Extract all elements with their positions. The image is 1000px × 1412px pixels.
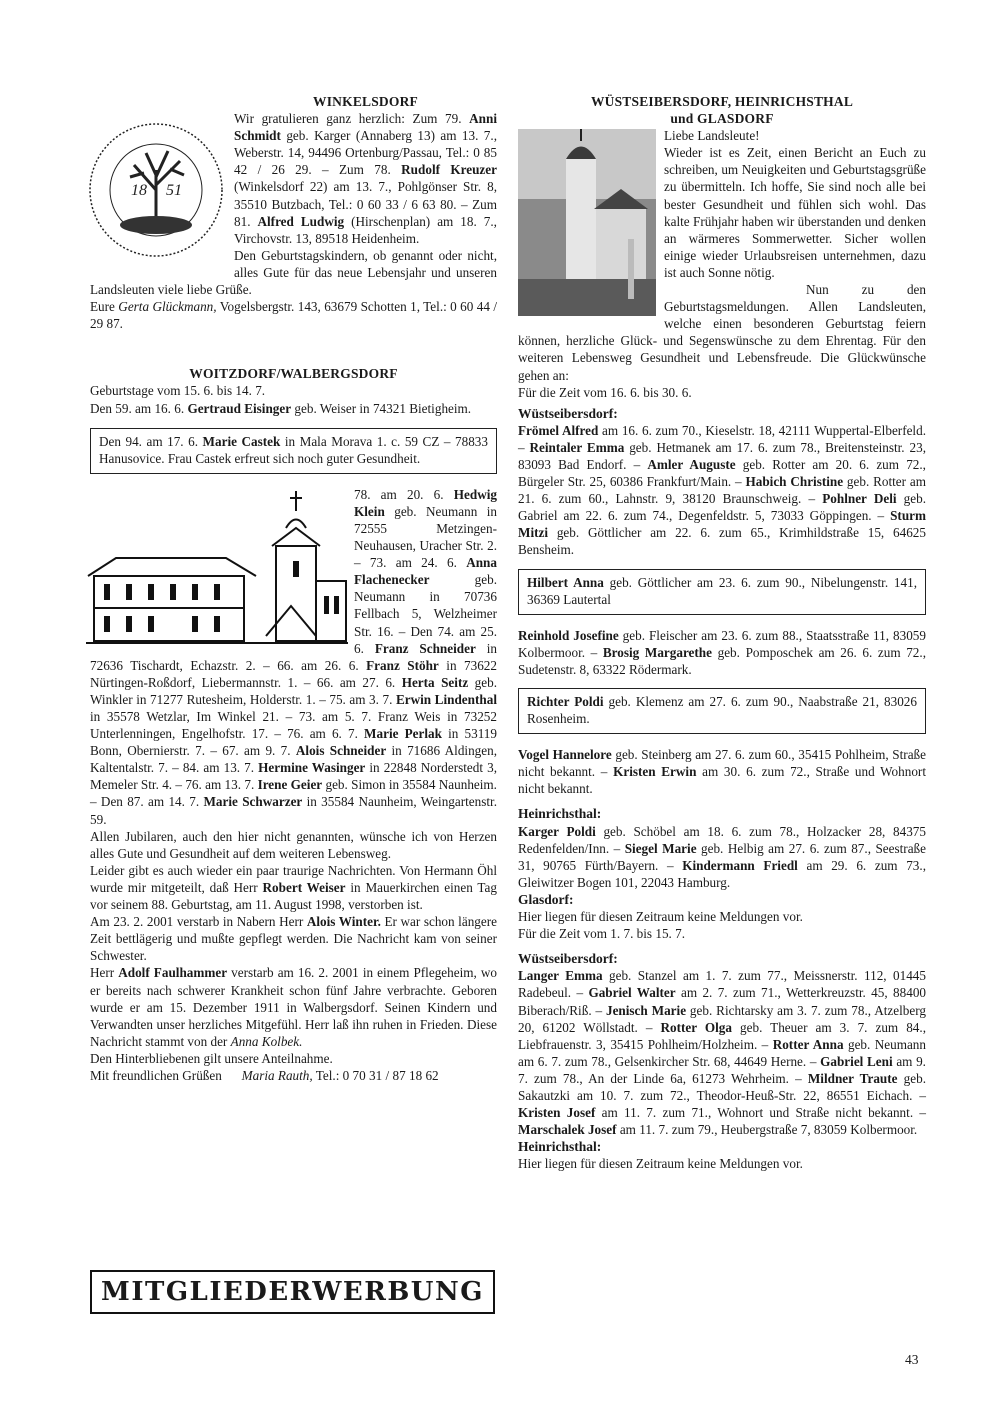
woitzdorf-condolence: Den Hinterbliebenen gilt unsere Anteilnahme. <box>90 1050 333 1066</box>
woitzdorf-entry-1: Den 59. am 16. 6. Gertraud Eisinger geb. Weiser in 74321 Bietigheim. <box>90 400 472 416</box>
subheading-wuestseibersdorf-2: Wüstseibersdorf: <box>518 951 618 967</box>
period-1: Für die Zeit vom 16. 6. bis 30. 6. <box>518 384 692 400</box>
highlight-box-hilbert: Hilbert Anna geb. Göttlicher am 23. 6. zum 90., Nibelungenstr. 141, 36369 Lautertal <box>518 569 926 615</box>
svg-text:18: 18 <box>131 182 147 199</box>
right-intro: Wieder ist es Zeit, einen Bericht an Euch zu schreiben, um Neuigkeiten und Geburtstagsgrüße zu übermitteln. Ich hoffe, Sie sind noch alle bei bester Gesundheit und fühlen sich wohl. Das kalte Frühjahr haben wir überstanden und denken an wärmeres Sommerwetter. Sicher wollen einige wieder Urlaubsreisen unternehmen, dazu ist auch Sonne nötig. <box>664 145 926 280</box>
woitzdorf-highlight-box: Den 94. am 17. 6. Marie Castek in Mala Morava 1. c. 59 CZ – 78833 Hanusovice. Frau Castek erfreut sich noch guter Gesundheit. <box>90 428 497 474</box>
heinrichsthal-list-1: Karger Poldi geb. Schöbel am 18. 6. zum 78., Holzacker 28, 84375 Redenfelden/Inn. – Siegel Marie geb. Helbig am 27. 6. zum 87., Seestraße 31, 90765 Fürth/Bayern. – Kindermann Friedl am 29. 6. zum 73., Gleiwitzer Bogen 101, 22043 Hamburg. <box>518 823 926 890</box>
woitzdorf-birthday-list: 78. am 20. 6. Hedwig Klein geb. Neumann in 72555 Metzingen-Neuhausen, Uracher Str. 2. – 73. am 24. 6. Anna Flachenecker geb. Neumann in 70736 Fellbach 5, Welzheimer Str. 16. – Den 74. am 25. 6. Franz Schneider in 72636 Tischardt, Echazstr. 2. – 66. am 26. 6. Franz Stöhr in 73622 Nürtingen-Roßdorf, Liebermannstr. 1. – 66. am 27. 6. Herta Seitz geb. Winkler in 71277 Rutesheim, Holderstr. 1. – 75. am 3. 7. Erwin Lindenthal in 35578 Wetzlar, Im Winkel 21. – 73. am 5. 7. Franz Weis in 73252 Unterlenningen, Engelhofstr. 17. – 76. am 6. 7. Marie Perlak in 53119 Bonn, Obernierstr. 7. – 67. am 9. 7. Alois Schneider in 71686 Aldingen, Kaltentalstr. 7. – 84. am 13. 7. Hermine Wasinger in 22848 Norderstedt 3, Memeler Str. 4. – 76. am 13. 7. Irene Geier geb. Simon in 35584 Naunheim. – Den 87. am 14. 7. Marie Schwarzer in 35584 Naunheim, Weingartenstr. 59. <box>90 486 498 827</box>
subheading-glasdorf: Glasdorf: <box>518 891 574 907</box>
subheading-heinrichsthal-1: Heinrichsthal: <box>518 806 602 822</box>
woitzdorf-wishes: Allen Jubilaren, auch den hier nicht genannten, wünsche ich von Herzen alles Gute und Gesundheit auf dem weiteren Lebensweg. <box>90 828 497 861</box>
woitzdorf-sad-news: Leider gibt es auch wieder ein paar traurige Nachrichten. Von Hermann Öhl wurde mir mitgeteilt, daß Herr Robert Weiser in Mauerkirchen einen Tag vor seinem 88. Geburtstag, am 11. August 1998, verstorben ist. <box>90 862 497 913</box>
winkelsdorf-heading: WINKELSDORF <box>313 94 418 109</box>
period-2: Für die Zeit vom 1. 7. bis 15. 7. <box>518 926 686 942</box>
wuestseibersdorf-list-2: Reinhold Josefine geb. Fleischer am 23. 6. zum 88., Staatsstraße 11, 83059 Kolbermoor. – Brosig Margarethe geb. Pomposchek am 26. 6. zum 72., Sudetenstr. 8, 63322 Rödermark. <box>518 627 926 677</box>
subheading-heinrichsthal-2: Heinrichsthal: <box>518 1139 602 1155</box>
winkelsdorf-emblem <box>86 95 226 267</box>
church-photo <box>518 129 656 316</box>
winkelsdorf-wishes: Den Geburtstagskindern, ob genannt oder nicht, alles Gute für das neue Lebensjahr und unseren Landsleuten viele liebe Grüße. <box>90 247 497 298</box>
winkelsdorf-section <box>90 93 497 332</box>
right-heading-1: WÜSTSEIBERSDORF, HEINRICHSTHAL <box>590 94 854 109</box>
right-column <box>518 93 926 1172</box>
right-intro-2: Nun zu den Geburtstagsmeldungen. Allen Landsleuten, welche einen besonderen Geburtstag feiern können, herzliche Glück- und Segenswünsche zu dem Ehrentag. Für den weiteren Lebensweg Gesundheit und Lebensfreude. Die Glückwünsche gehen an: <box>518 282 926 383</box>
woitzdorf-section <box>90 365 497 1084</box>
right-greeting: Liebe Landsleute! <box>664 128 760 144</box>
heinrichsthal-text-2: Hier liegen für diesen Zeitraum keine Meldungen vor. <box>518 1156 803 1172</box>
woitzdorf-signature: Mit freundlichen Grüßen Maria Rauth, Tel.: 0 70 31 / 87 18 62 <box>90 1067 439 1083</box>
woitzdorf-heading: WOITZDORF/WALBERGSDORF <box>189 366 398 382</box>
mitgliederwerbung-banner <box>90 1270 495 1314</box>
right-heading-2: und GLASDORF <box>670 111 774 127</box>
glasdorf-text: Hier liegen für diesen Zeitraum keine Meldungen vor. <box>518 909 803 925</box>
wuestseibersdorf-list-3: Vogel Hannelore geb. Steinberg am 27. 6. zum 60., 35415 Pohlheim, Straße nicht bekannt. – Kristen Erwin am 30. 6. zum 72., Straße und Wohnort nicht bekannt. <box>518 747 926 797</box>
winkelsdorf-birthdays: Wir gratulieren ganz herzlich: Zum 79. Anni Schmidt geb. Karger (Annaberg 13) am 13. 7., Weberstr. 14, 94496 Ortenburg/Passau, Tel.: 0 85 42 / 26 29. – Zum 78. Rudolf Kreuzer (Winkelsdorf 22) am 13. 7., Pohlgönser Str. 8, 35510 Butzbach, Tel.: 0 60 33 / 6 63 80. – Zum 81. Alfred Ludwig (Hirschenplan) am 18. 7., Virchovstr. 13, 89518 Heidenheim. <box>234 111 497 246</box>
wuestseibersdorf-list-1: Frömel Alfred am 16. 6. zum 70., Kieselstr. 18, 42111 Wuppertal-Elberfeld. – Reintaler Emma geb. Hetmanek am 17. 6. zum 78., Breitensteinstr. 23, 83093 Bad Endorf. – Amler Auguste geb. Rotter am 20. 6. zum 72., Bürgeler Str. 25, 60386 Frankfurt/Main. – Habich Christine geb. Rotter am 21. 6. zum 60., Lahnstr. 9, 38120 Braunschweig. – Pohlner Deli geb. Gabriel am 22. 6. zum 74., Degenfeldstr. 5, 73033 Göppingen. – Sturm Mitzi geb. Göttlicher am 22. 6. zum 65., Krimhildstraße 15, 64625 Bensheim. <box>518 422 927 558</box>
woitzdorf-obituary-2: Herr Adolf Faulhammer verstarb am 16. 2. 2001 in einem Pflegeheim, wo er bereits nach schwerer Krankheit schon fünf Jahre verbrachte. Geboren wurde er am 15. Dezember 1911 in Walbergsdorf. Seinen Kindern und Verwandten unser herzliches Mitgefühl. Herr laß ihn ruhen in Frieden. Diese Nachricht stammt von der Anna Kolbek. <box>90 965 497 1049</box>
subheading-wuestseibersdorf-1: Wüstseibersdorf: <box>518 405 618 421</box>
wuestseibersdorf-list-4: Langer Emma geb. Stanzel am 1. 7. zum 77., Meissnerstr. 112, 01445 Radebeul. – Gabriel Walter am 2. 7. zum 71., Wetterkreuzstr. 45, 88400 Biberach/Riß. – Jenisch Marie geb. Richtarsky am 3. 7. zum 78., Atzelberg 20, 61202 Wöllstadt. – Rotter Olga geb. Theuer am 3. 7. zum 84., Liebfrauenstr. 3, 35415 Pohlheim/Holzheim. – Rotter Anna geb. Neumann am 6. 7. zum 78., Gelsenkircher Str. 68, 44649 Herne. – Gabriel Leni am 9. 7. zum 78., An der Linde 6a, 61273 Wehrheim. – Mildner Traute geb. Sakautzki am 10. 7. zum 72., Theodor-Heuß-Str. 22, 86551 Eichach. – Kristen Josef am 11. 7. zum 71., Wohnort und Straße nicht bekannt. – Marschalek Josef am 11. 7. zum 79., Heubergstraße 7, 83059 Kolbermoor. <box>518 968 927 1138</box>
winkelsdorf-signature: Eure Gerta Glückmann, Vogelsbergstr. 143, 63679 Schotten 1, Tel.: 0 60 44 / 29 87. <box>90 299 497 332</box>
mitgliederwerbung-label: MITGLIEDERWERBUNG <box>101 1277 484 1307</box>
svg-text:51: 51 <box>166 182 182 199</box>
left-column <box>90 93 497 1084</box>
highlight-box-richter: Richter Poldi geb. Klemenz am 27. 6. zum 90., Naabstraße 21, 83026 Rosenheim. <box>518 688 926 734</box>
page-number: 43 <box>905 1352 919 1367</box>
woitzdorf-obituary-1: Am 23. 2. 2001 verstarb in Nabern Herr Alois Winter. Er war schon längere Zeit bettlägerig und mußte gepflegt werden. Die Nachricht kam von seiner Schwester. <box>90 914 497 964</box>
woitzdorf-period: Geburtstage vom 15. 6. bis 14. 7. <box>90 383 266 399</box>
village-illustration <box>86 486 348 656</box>
